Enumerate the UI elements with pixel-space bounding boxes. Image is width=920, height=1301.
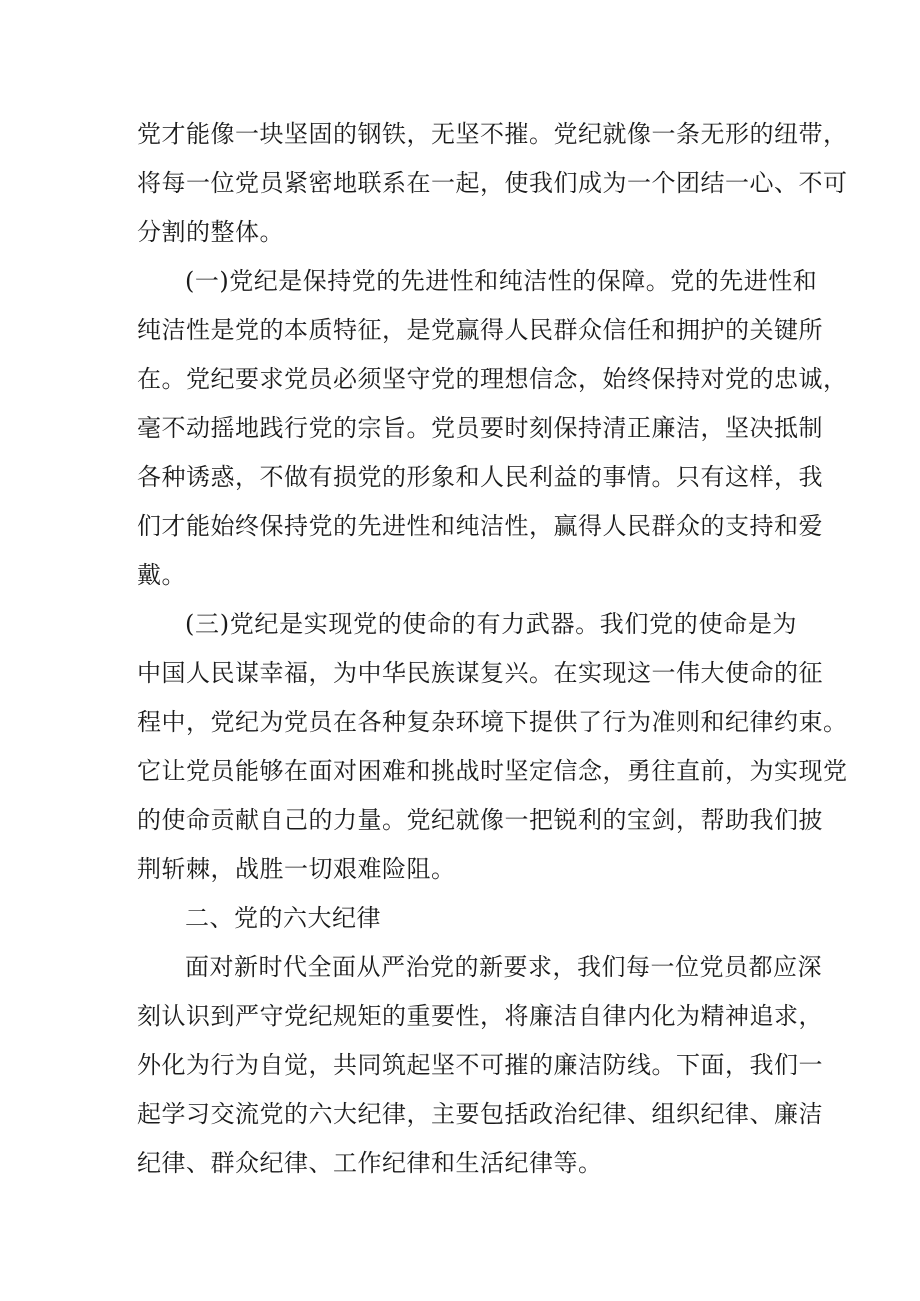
paragraph-2-line-5: 各种诱惑，不做有损党的形象和人民利益的事情。只有这样，我 [137,463,823,491]
paragraph-3-line-1: (三)党纪是实现党的使命的有力武器。我们党的使命是为 [185,610,797,638]
paragraph-2-line-4: 毫不动摇地践行党的宗旨。党员要时刻保持清正廉洁，坚决抵制 [137,414,823,442]
paragraph-4-line-1: 面对新时代全面从严治党的新要求，我们每一位党员都应深 [185,953,822,981]
paragraph-3-line-4: 它让党员能够在面对困难和挑战时坚定信念，勇往直前，为实现党 [137,757,848,785]
paragraph-4-line-2: 刻认识到严守党纪规矩的重要性，将廉洁自律内化为精神追求， [137,1002,823,1030]
paragraph-1-line-3: 分割的整体。 [137,218,284,246]
paragraph-2-line-7: 戴。 [137,561,186,589]
paragraph-4-line-5: 纪律、群众纪律、工作纪律和生活纪律等。 [137,1149,603,1177]
paragraph-3-line-5: 的使命贡献自己的力量。党纪就像一把锐利的宝剑，帮助我们披 [137,806,823,834]
paragraph-3-line-2: 中国人民谋幸福，为中华民族谋复兴。在实现这一伟大使命的征 [137,659,823,687]
paragraph-2-line-6: 们才能始终保持党的先进性和纯洁性，赢得人民群众的支持和爱 [137,512,823,540]
paragraph-4-line-4: 起学习交流党的六大纪律，主要包括政治纪律、组织纪律、廉洁 [137,1100,823,1128]
paragraph-2-line-1: (一)党纪是保持党的先进性和纯洁性的保障。党的先进性和 [185,267,818,295]
section-heading: 二、党的六大纪律 [185,904,381,932]
paragraph-3-line-6: 荆斩棘，战胜一切艰难险阻。 [137,855,456,883]
paragraph-1-line-1: 党才能像一块坚固的钢铁，无坚不摧。党纪就像一条无形的纽带， [137,120,848,148]
paragraph-2-line-3: 在。党纪要求党员必须坚守党的理想信念，始终保持对党的忠诚， [137,365,848,393]
paragraph-3-line-3: 程中，党纪为党员在各种复杂环境下提供了行为准则和纪律约束。 [137,708,848,736]
paragraph-2-line-2: 纯洁性是党的本质特征，是党赢得人民群众信任和拥护的关键所 [137,316,823,344]
paragraph-1-line-2: 将每一位党员紧密地联系在一起，使我们成为一个团结一心、不可 [137,169,848,197]
paragraph-4-line-3: 外化为行为自觉，共同筑起坚不可摧的廉洁防线。下面，我们一 [137,1051,823,1079]
